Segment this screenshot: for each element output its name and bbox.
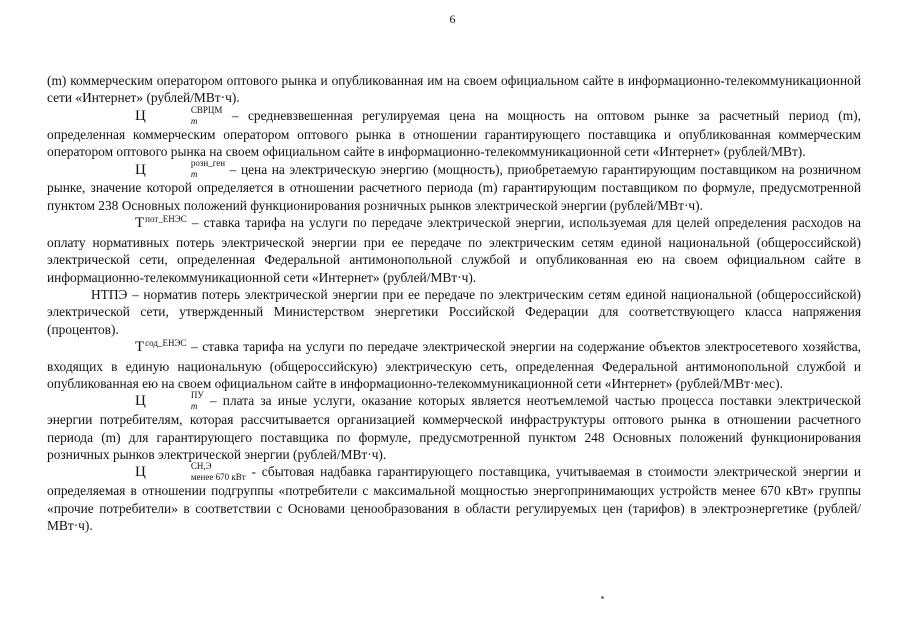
symbol-superscript: розн_ген [190, 158, 226, 169]
formula-symbol: Ц СН,Э менее 670 кВт [135, 461, 246, 483]
symbol-subscript: менее 670 кВт [190, 472, 246, 483]
scan-speck [601, 596, 604, 599]
symbol-subscript: m [190, 115, 198, 126]
symbol-superscript: СВРЦМ [190, 104, 223, 115]
formula-symbol: $Т^{пот\_ЕНЭС}$ [135, 214, 187, 232]
paragraph-svrcm-definition [47, 104, 861, 161]
paragraph-text: – плата за иные услуги, оказание которых является неотъемлемой частью процесса поставки электрической энергии потребителям, которая рассчитывается организацией коммерческой инфраструктуры оптового рынка в отношении расчетного периода (m) для гарантирующего поставщика по формуле, предусмотренной пунктом 248 Основных положений функционирования розничных рынков электрической энергии (рублей/МВт·ч). [47, 393, 861, 463]
formula-symbol: Ц СВРЦМ m [135, 104, 223, 126]
symbol-superscript: сод_ЕНЭС [145, 338, 187, 349]
formula-symbol: Ц ПУ m [135, 390, 204, 412]
paragraph-text: – цена на электрическую энергию (мощность), приобретаемую гарантирующим поставщиком на розничном рынке, значение которой определяется в отношении расчетного периода (m) гарантирующим поставщиком по формуле, предусмотренной пунктом 238 Основных положений функционирования розничных рынков электрической энергии (рублей/МВт·ч). [47, 161, 861, 213]
symbol-subscript: m [190, 169, 198, 180]
paragraph-pot-enes-definition [47, 214, 861, 286]
paragraph-text: – средневзвешенная регулируемая цена на мощность на оптовом рынке за расчетный период (m), определенная коммерческим оператором оптового рынка в отношении гарантирующего поставщика и опубликованная коммерческим оператором оптового рынка на своем официальном сайте в информационно-телекоммуникационной сети «Интернет» (рублей/МВт). [47, 107, 861, 160]
paragraph-text: – ставка тарифа на услуги по передаче электрической энергии на содержание объектов электросетевого хозяйства, входящих в единую национальную (общероссийскую) электрическую сеть, определенная Федеральной антимонопольной службой и опубликованная ею на своем официальном сайте в информационно-телекоммуникационной сети «Интернет» (рублей/МВт·мес). [47, 339, 861, 391]
page-number: 6 [449, 12, 456, 26]
paragraph-ntpe-definition [47, 286, 861, 338]
symbol-superscript: ПУ [190, 390, 204, 401]
paragraph-text: - сбытовая надбавка гарантирующего поставщика, учитываемая в стоимости электрической энергии и определяемая в отношении подгруппы «потребители с максимальной мощностью энергопринимающих устройств менее 670 кВт» группы «прочие потребители» в соответствии с Основами ценообразования в области регулируемых цен (тарифов) в электроэнергетике (рублей/МВт·ч). [47, 464, 861, 534]
symbol-superscript: пот_ЕНЭС [145, 214, 187, 225]
symbol-subscript: m [190, 401, 198, 412]
paragraph-text: (m) коммерческим оператором оптового рынка и опубликованная им на своем официальном сайте в информационно-телекоммуникационной сети «Интернет» (рублей/МВт·ч). [47, 73, 861, 106]
document-body [47, 72, 861, 535]
symbol-superscript: СН,Э [190, 461, 212, 472]
paragraph-text: – ставка тарифа на услуги по передаче электрической энергии, используемая для целей определения расходов на оплату нормативных потерь электрической энергии при ее передаче по электрическим сетям единой национальной (общероссийской) электрической сети, определенная Федеральной антимонопольной службой и опубликованная ею на своем официальном сайте в информационно-телекоммуникационной сети «Интернет» (рублей/МВт·ч). [47, 215, 861, 285]
paragraph-sod-enes-definition [47, 338, 861, 392]
paragraph-text: НТПЭ – норматив потерь электрической энергии при ее передаче по электрическим сетям единой национальной (общероссийской) электрической сети, утвержденный Министерством энергетики Российской Федерации для соответствующего класса напряжения (процентов). [47, 286, 861, 337]
paragraph-pu-definition [47, 392, 861, 463]
paragraph-rozn-gen-definition [47, 158, 861, 215]
formula-symbol: $Т^{сод\_ЕНЭС}$ [135, 338, 187, 356]
formula-symbol: Ц розн_ген m [135, 158, 226, 180]
paragraph-continuation [47, 72, 861, 107]
paragraph-sn-e-definition [47, 463, 861, 534]
